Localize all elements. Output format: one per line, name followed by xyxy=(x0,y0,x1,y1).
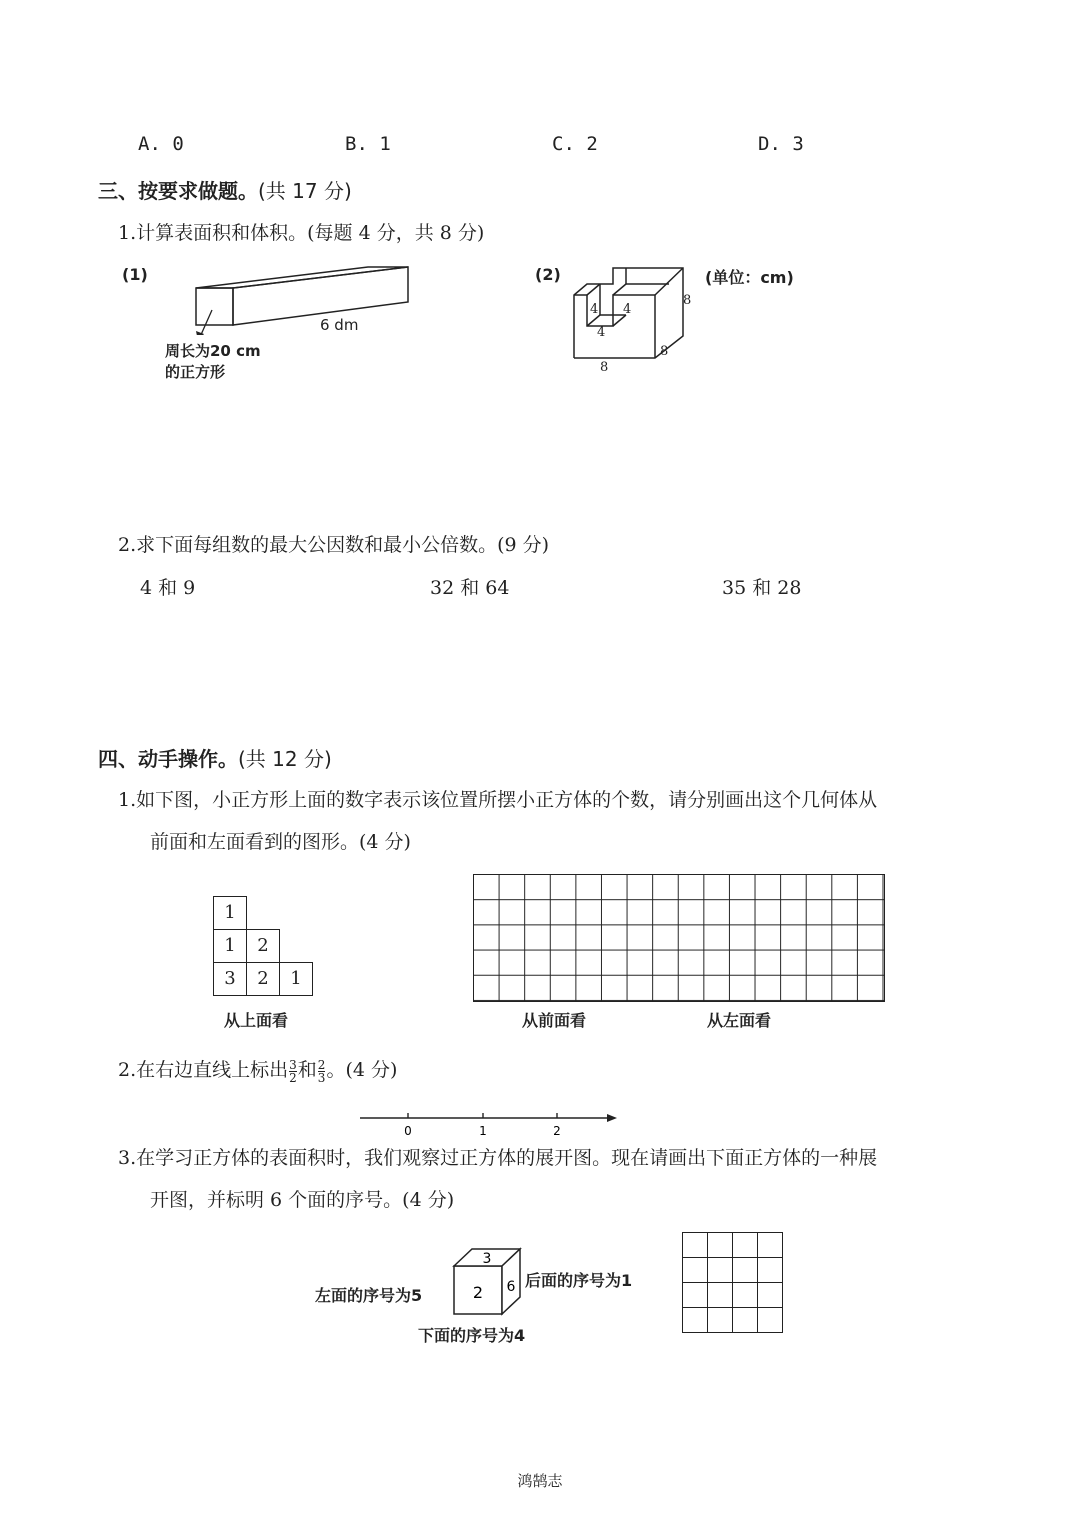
fig2-dim-2: 4 xyxy=(623,302,632,317)
top-view-cell: 1 xyxy=(213,896,247,930)
fig1-label: (1) xyxy=(122,265,148,284)
fig2-dim-1: 4 xyxy=(590,302,599,317)
fig2-unit: (单位：cm) xyxy=(705,268,794,287)
cube-right-face: 6 xyxy=(506,1279,516,1295)
footer-watermark: 鸿鹄志 xyxy=(517,1472,563,1490)
tick-label-0: 0 xyxy=(404,1124,412,1138)
fig2-dim-6: 8 xyxy=(600,360,609,375)
fig2-dim-5: 8 xyxy=(660,344,669,359)
fraction-three-halves: $\frac{3}{2}$ xyxy=(289,1057,297,1085)
choice-c: C. 2 xyxy=(552,133,598,155)
top-view-grid xyxy=(213,896,317,998)
cube-front-face: 2 xyxy=(472,1283,484,1302)
s4-q1-line1: 1.如下图，小正方形上面的数字表示该位置所摆小正方体的个数，请分别画出这个几何体从 xyxy=(118,789,878,811)
fig1-length-label: 6 dm xyxy=(320,316,359,334)
front-view-label: 从前面看 xyxy=(522,1011,587,1030)
net-drawing-grid[interactable] xyxy=(682,1232,783,1333)
top-view-cell: 3 xyxy=(213,962,247,996)
choice-b: B. 1 xyxy=(345,133,391,155)
cube-top-face: 3 xyxy=(482,1251,492,1267)
labeled-cube xyxy=(448,1245,528,1320)
s4-q3-line1: 3.在学习正方体的表面积时，我们观察过正方体的展开图。现在请画出下面正方体的一种展 xyxy=(118,1147,878,1169)
fig1-note-line2: 的正方形 xyxy=(165,363,226,381)
view-drawing-grid[interactable] xyxy=(473,874,885,1002)
fig2-label: (2) xyxy=(535,265,561,284)
s4-q2-text: 2.在右边直线上标出 $\frac{3}{2}$ 和 $\frac{2}{3}$ 。(4 分) xyxy=(118,1057,398,1085)
top-view-cell: 2 xyxy=(246,929,280,963)
fraction-two-thirds: $\frac{2}{3}$ xyxy=(317,1057,326,1085)
number-pair-1: 4 和 9 xyxy=(140,577,196,599)
back-face-label: 后面的序号为1 xyxy=(525,1271,633,1290)
number-pair-3: 35 和 28 xyxy=(722,577,802,599)
fig2-cube-drawing xyxy=(565,260,705,380)
section3-heading: 三、按要求做题。(共 17 分) xyxy=(98,179,352,203)
fig1-note-line1: 周长为20 cm xyxy=(165,342,261,360)
choice-d: D. 3 xyxy=(758,133,804,155)
section4-heading: 四、动手操作。(共 12 分) xyxy=(98,747,332,771)
number-pair-2: 32 和 64 xyxy=(430,577,510,599)
s4-q1-line2: 前面和左面看到的图形。(4 分) xyxy=(150,831,411,853)
top-view-cell: 1 xyxy=(279,962,313,996)
fig1-prism-drawing xyxy=(150,255,430,335)
tick-label-2: 2 xyxy=(553,1124,561,1138)
number-line[interactable] xyxy=(355,1108,625,1138)
fig2-dim-3: 4 xyxy=(597,325,606,340)
top-view-cell: 1 xyxy=(213,929,247,963)
s4-q3-line2: 开图，并标明 6 个面的序号。(4 分) xyxy=(150,1189,455,1211)
left-face-label: 左面的序号为5 xyxy=(315,1286,423,1305)
bottom-face-label: 下面的序号为4 xyxy=(418,1326,526,1345)
tick-label-1: 1 xyxy=(479,1124,487,1138)
top-view-cell: 2 xyxy=(246,962,280,996)
s3-q2-text: 2.求下面每组数的最大公因数和最小公倍数。(9 分) xyxy=(118,534,550,556)
choice-a: A. 0 xyxy=(138,133,184,155)
left-view-label: 从左面看 xyxy=(707,1011,772,1030)
top-view-label: 从上面看 xyxy=(224,1011,289,1030)
s3-q1-text: 1.计算表面积和体积。(每题 4 分，共 8 分) xyxy=(118,222,485,244)
fig2-dim-4: 8 xyxy=(683,293,692,308)
